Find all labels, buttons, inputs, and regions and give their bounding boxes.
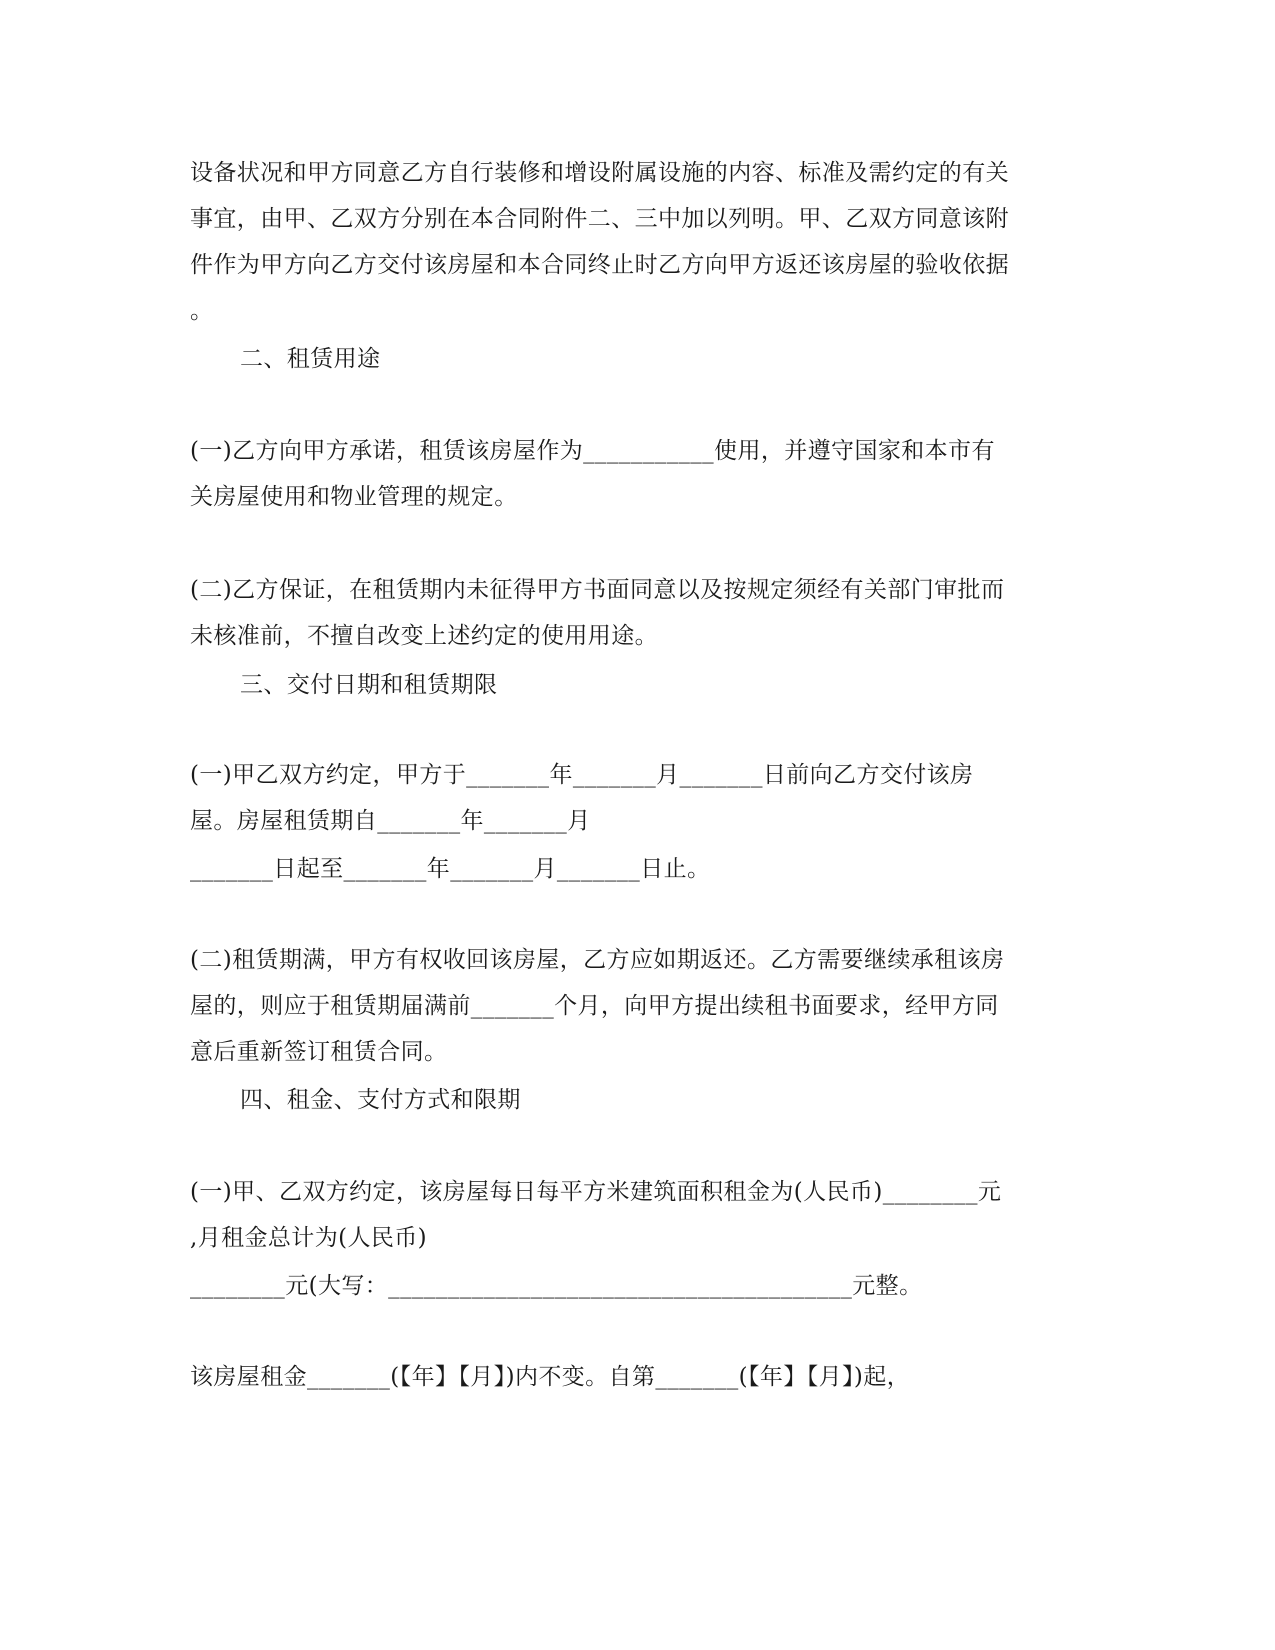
- clause-line: (二)乙方保证，在租赁期内未征得甲方书面同意以及按规定须经有关部门审批而: [190, 577, 1005, 603]
- paragraph-line: 事宜，由甲、乙双方分别在本合同附件二、三中加以列明。甲、乙双方同意该附: [190, 206, 1009, 232]
- paragraph-line: 件作为甲方向乙方交付该房屋和本合同终止时乙方向甲方返还该房屋的验收依据: [190, 252, 1009, 278]
- clause-line: 该房屋租金_______(【年】【月】)内不变。自第_______(【年】【月】)起，: [190, 1364, 911, 1390]
- paragraph-line: 。: [190, 298, 214, 324]
- clause-line: ________元(大写：_______________________________________元整。: [190, 1273, 923, 1299]
- clause-line: 意后重新签订租赁合同。: [190, 1039, 448, 1065]
- section-heading-4: 四、租金、支付方式和限期: [240, 1087, 521, 1113]
- clause-line: 关房屋使用和物业管理的规定。: [190, 484, 518, 510]
- clause-line: (二)租赁期满，甲方有权收回该房屋，乙方应如期返还。乙方需要继续承租该房: [190, 947, 1005, 973]
- clause-line: (一)甲乙双方约定，甲方于_______年_______月_______日前向乙方交付该房: [190, 762, 974, 788]
- clause-line: (一)乙方向甲方承诺，租赁该房屋作为___________使用，并遵守国家和本市有: [190, 438, 995, 464]
- section-heading-3: 三、交付日期和租赁期限: [240, 672, 498, 698]
- clause-line: 屋。房屋租赁期自_______年_______月: [190, 808, 591, 834]
- clause-line: ,月租金总计为(人民币): [190, 1225, 428, 1251]
- clause-line: 未核准前，不擅自改变上述约定的使用用途。: [190, 623, 658, 649]
- clause-line: (一)甲、乙双方约定，该房屋每日每平方米建筑面积租金为(人民币)________元: [190, 1179, 1002, 1205]
- clause-line: _______日起至_______年_______月_______日止。: [190, 856, 711, 882]
- clause-line: 屋的，则应于租赁期届满前_______个月，向甲方提出续租书面要求，经甲方同: [190, 993, 999, 1019]
- section-heading-2: 二、租赁用途: [240, 346, 381, 372]
- paragraph-line: 设备状况和甲方同意乙方自行装修和增设附属设施的内容、标准及需约定的有关: [190, 160, 1009, 186]
